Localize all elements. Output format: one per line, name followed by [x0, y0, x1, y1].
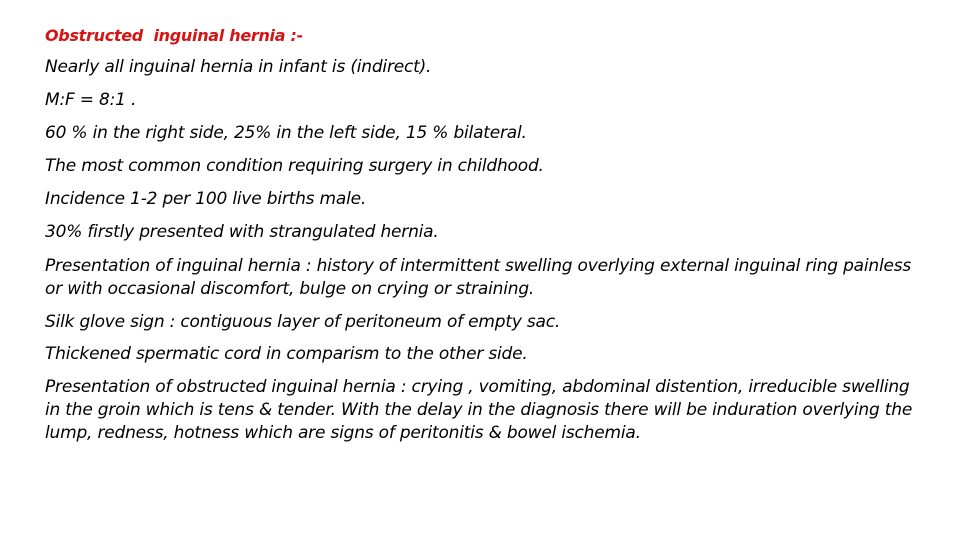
bullet-line-6: 30% firstly presented with strangulated hernia.: [45, 222, 439, 242]
bullet-line-9: Thickened spermatic cord in comparism to the other side.: [45, 344, 528, 364]
bullet-line-10: Presentation of obstructed inguinal hernia : crying , vomiting, abdominal distention, irreducible swelling in the groin which is tens & tender. With the delay in the diagnosis there will be induration overlying the lump, redness, hotness which are signs of peritonitis & bowel ischemia.: [45, 377, 913, 443]
slide-title: Obstructed inguinal hernia :-: [45, 26, 303, 45]
bullet-line-4: The most common condition requiring surgery in childhood.: [45, 156, 544, 176]
bullet-line-3: 60 % in the right side, 25% in the left side, 15 % bilateral.: [45, 123, 527, 143]
bullet-line-7: Presentation of inguinal hernia : history of intermittent swelling overlying external inguinal ring painless or with occasional discomfort, bulge on crying or straining.: [45, 256, 912, 299]
bullet-line-5: Incidence 1-2 per 100 live births male.: [45, 189, 367, 209]
bullet-line-2: M:F = 8:1 .: [45, 90, 137, 110]
bullet-line-8: Silk glove sign : contiguous layer of peritoneum of empty sac.: [45, 312, 561, 332]
bullet-line-1: Nearly all inguinal hernia in infant is (indirect).: [45, 57, 432, 77]
